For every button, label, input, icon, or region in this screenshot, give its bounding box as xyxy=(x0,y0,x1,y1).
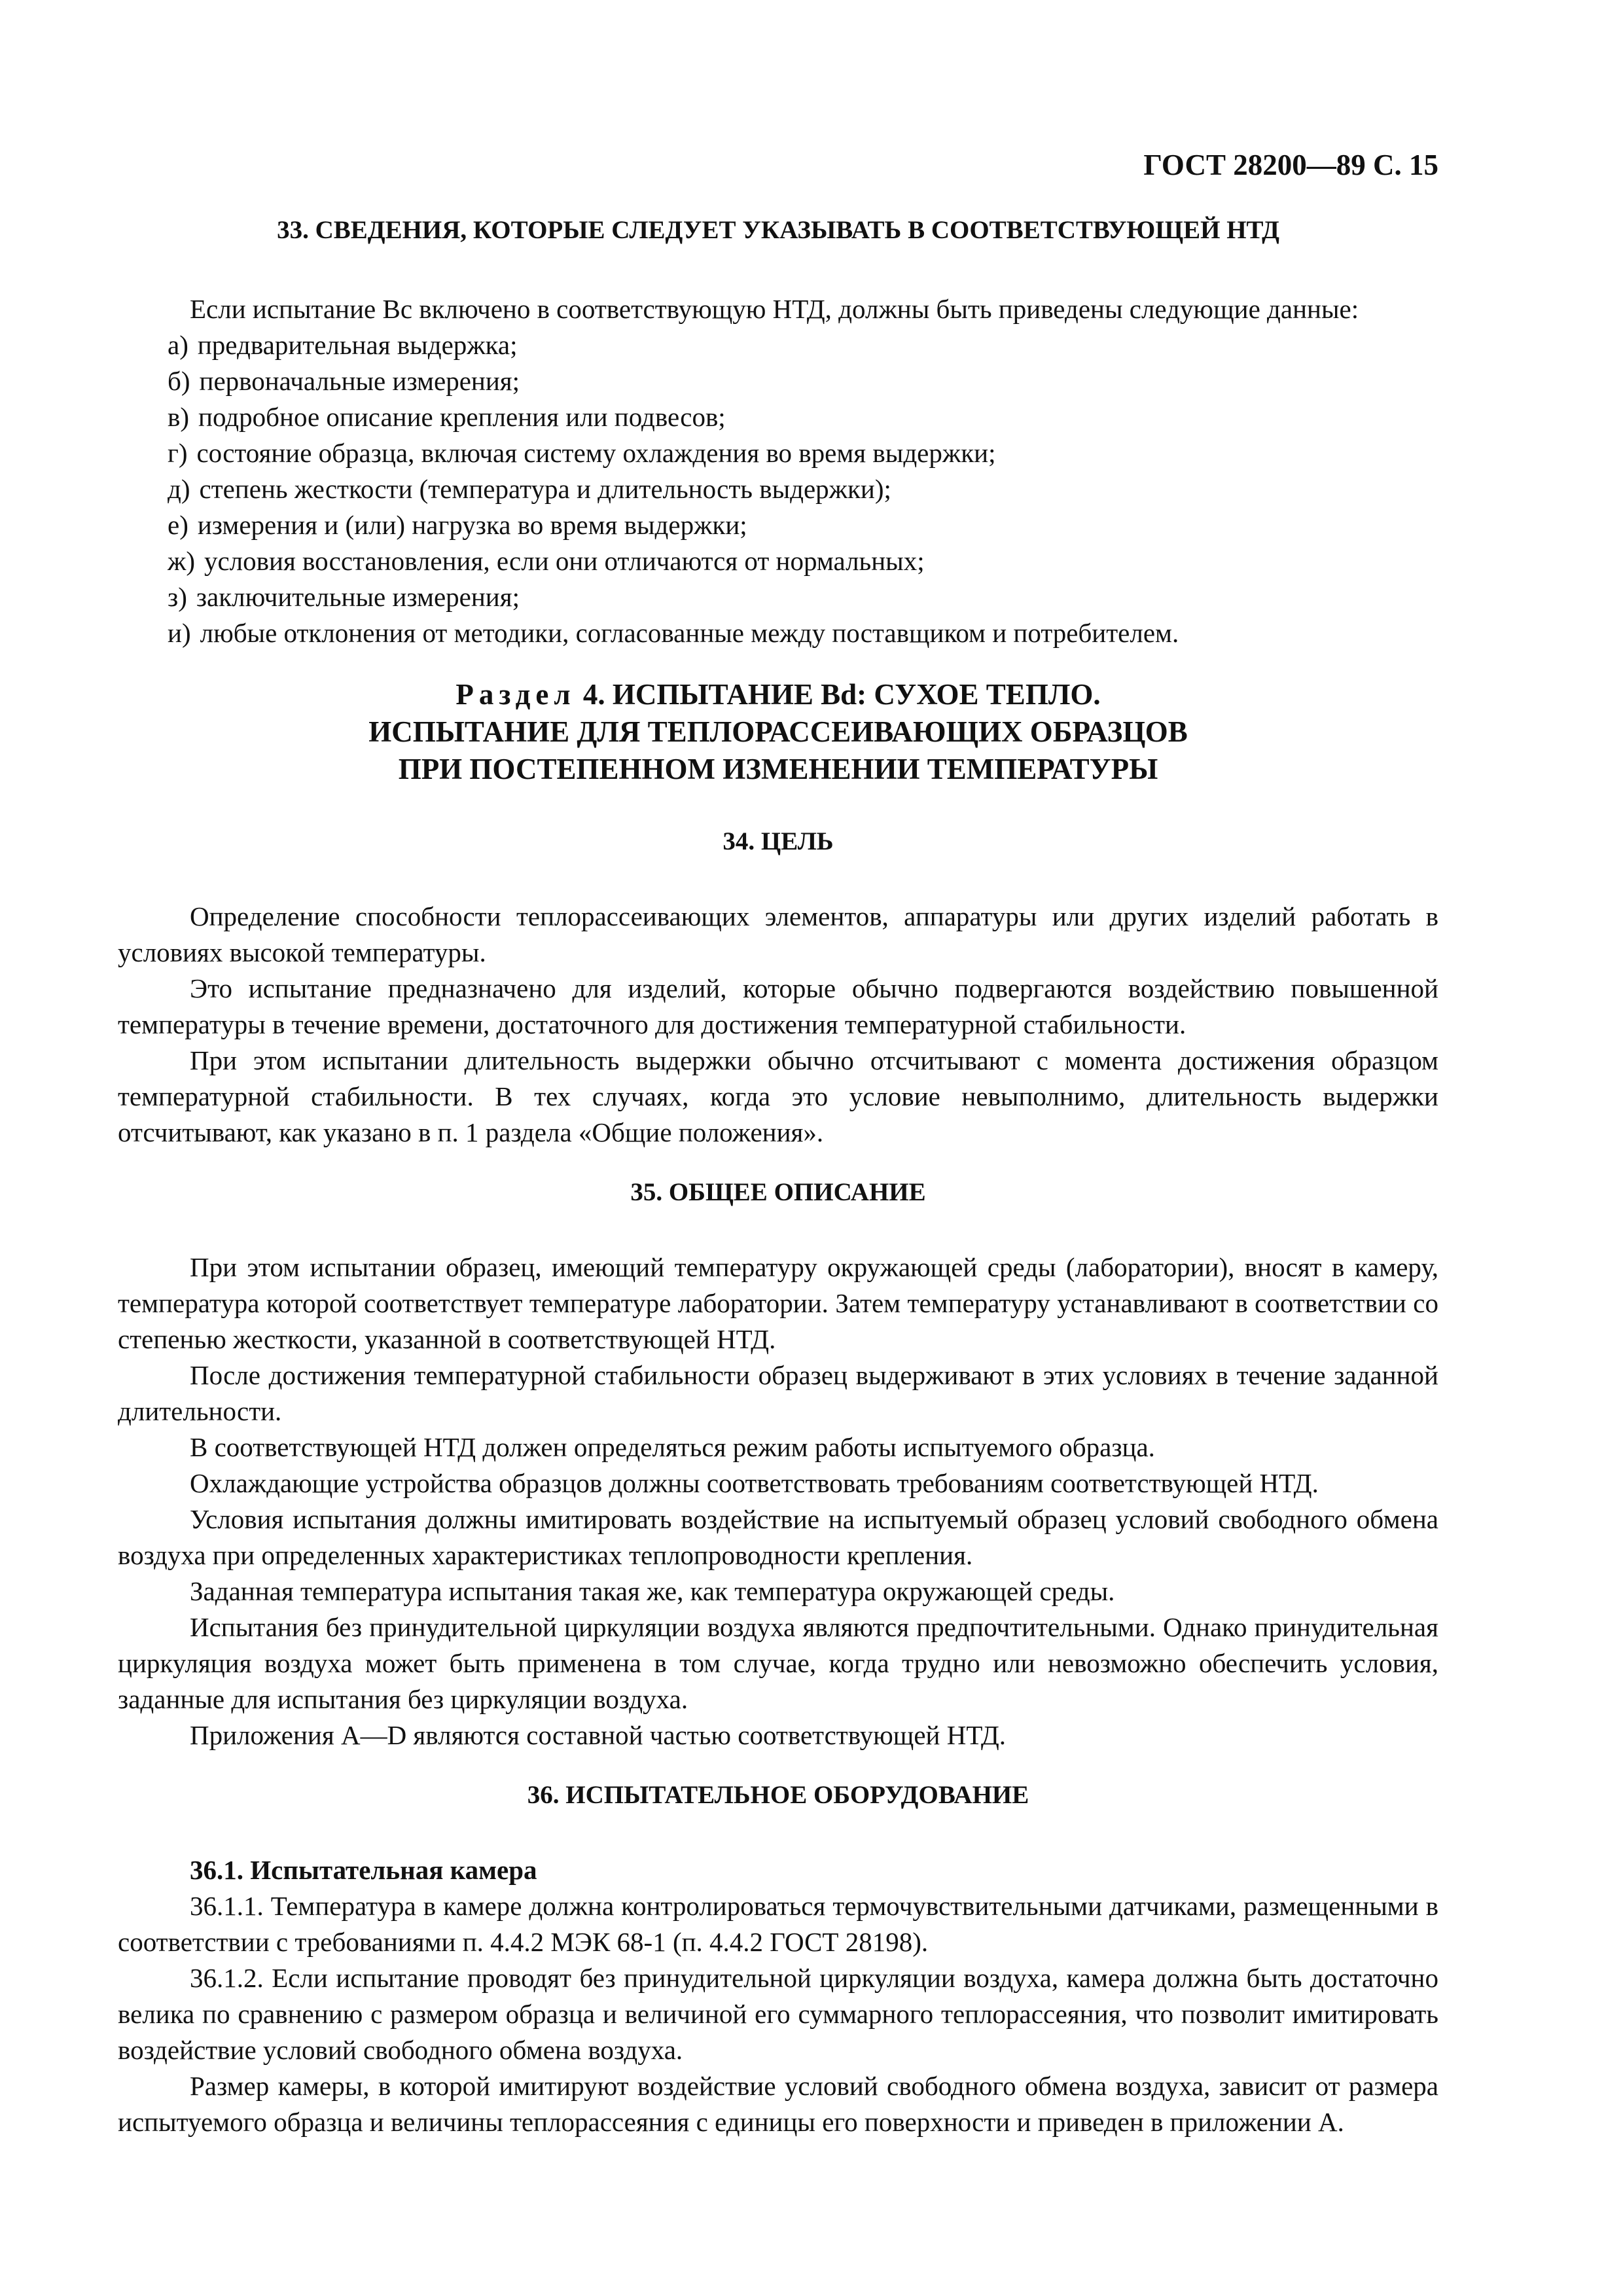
list-item xyxy=(168,435,1438,471)
part-4-line-1 xyxy=(118,676,1438,713)
list-item-mark: ж) xyxy=(168,546,195,576)
paragraph: Это испытание предназначено для изделий, которые обычно подвергаются воздействию повышенной температуры в течение времени, достаточного для достижения температурной стабильности. xyxy=(118,973,1438,1039)
list-item xyxy=(168,327,1438,363)
list-item-mark: и) xyxy=(168,618,191,648)
part-4-line-3: ПРИ ПОСТЕПЕННОМ ИЗМЕНЕНИИ ТЕМПЕРАТУРЫ xyxy=(398,753,1158,785)
list-item-mark: з) xyxy=(168,582,187,612)
paragraph: Размер камеры, в которой имитируют воздействие условий свободного обмена воздуха, зависит от размера испытуемого образца и величины теплорассеяния с единицы его поверхности и приведен в приложении А. xyxy=(118,2071,1438,2137)
list-item-text: предварительная выдержка; xyxy=(197,330,518,360)
section-33-intro: Если испытание Вс включено в соответствующую НТД, должны быть приведены следующие данные: xyxy=(190,294,1359,324)
section-33-list xyxy=(118,327,1438,651)
part-4-line-2: ИСПЫТАНИЕ ДЛЯ ТЕПЛОРАССЕИВАЮЩИХ ОБРАЗЦОВ xyxy=(368,715,1188,748)
list-item xyxy=(168,363,1438,399)
paragraph: При этом испытании длительность выдержки обычно отсчитывают с момента достижения образцом температурной стабильности. В тех случаях, когда это условие невыполнимо, длительность выдержки отсчитывают, как указано в п. 1 раздела «Общие положения». xyxy=(118,1045,1438,1147)
section-36-title: 36. ИСПЫТАТЕЛЬНОЕ ОБОРУДОВАНИЕ xyxy=(527,1781,1029,1809)
section-33-title: 33. СВЕДЕНИЯ, КОТОРЫЕ СЛЕДУЕТ УКАЗЫВАТЬ В СООТВЕТСТВУЮЩЕЙ НТД xyxy=(277,216,1279,244)
list-item-text: любые отклонения от методики, согласованные между поставщиком и потребителем. xyxy=(200,618,1179,648)
paragraph: Испытания без принудительной циркуляции воздуха являются предпочтительными. Однако принудительная циркуляция воздуха может быть применена в том случае, когда трудно или невозможно обеспечить условия, заданные для испытания без циркуляции воздуха. xyxy=(118,1612,1438,1714)
list-item-text: степень жесткости (температура и длительность выдержки); xyxy=(199,474,891,504)
paragraph: Заданная температура испытания такая же, как температура окружающей среды. xyxy=(190,1576,1115,1606)
list-item xyxy=(168,543,1438,579)
list-item-mark: б) xyxy=(168,366,190,396)
list-item-text: состояние образца, включая систему охлаждения во время выдержки; xyxy=(196,438,996,468)
list-item xyxy=(168,579,1438,615)
list-item xyxy=(168,399,1438,435)
list-item-mark: е) xyxy=(168,510,188,540)
page-header: ГОСТ 28200—89 С. 15 xyxy=(1143,149,1438,181)
paragraph: Определение способности теплорассеивающих элементов, аппаратуры или других изделий работать в условиях высокой температуры. xyxy=(118,901,1438,967)
list-item-mark: д) xyxy=(168,474,190,504)
list-item-text: условия восстановления, если они отличаются от нормальных; xyxy=(204,546,925,576)
list-item-mark: а) xyxy=(168,330,188,360)
list-item-text: первоначальные измерения; xyxy=(199,366,520,396)
section-35-title: 35. ОБЩЕЕ ОПИСАНИЕ xyxy=(630,1178,926,1206)
list-item-text: подробное описание крепления или подвесов; xyxy=(198,402,726,432)
list-item xyxy=(168,471,1438,507)
list-item xyxy=(168,615,1438,651)
list-item-mark: в) xyxy=(168,402,190,432)
paragraph: После достижения температурной стабильности образец выдерживают в этих условиях в течение заданной длительности. xyxy=(118,1360,1438,1426)
section-34-title: 34. ЦЕЛЬ xyxy=(722,827,834,855)
paragraph: 36.1.1. Температура в камере должна контролироваться термочувствительными датчиками, размещенными в соответствии с требованиями п. 4.4.2 МЭК 68-1 (п. 4.4.2 ГОСТ 28198). xyxy=(118,1891,1438,1957)
paragraph: При этом испытании образец, имеющий температуру окружающей среды (лаборатории), вносят в камеру, температура которой соответствует температуре лаборатории. Затем температуру устанавливают в соответствии со степенью жесткости, указанной в соответствующей НТД. xyxy=(118,1252,1438,1354)
list-item-mark: г) xyxy=(168,438,188,468)
paragraph: Охлаждающие устройства образцов должны соответствовать требованиям соответствующей НТД. xyxy=(190,1468,1319,1498)
paragraph: Условия испытания должны имитировать воздействие на испытуемый образец условий свободного обмена воздуха при определенных характеристиках теплопроводности крепления. xyxy=(118,1504,1438,1570)
list-item-text: заключительные измерения; xyxy=(196,582,520,612)
paragraph: Приложения A—D являются составной частью соответствующей НТД. xyxy=(190,1720,1007,1750)
part-4-heading xyxy=(118,676,1438,788)
list-item-text: измерения и (или) нагрузка во время выдержки; xyxy=(197,510,747,540)
paragraph: 36.1.2. Если испытание проводят без принудительной циркуляции воздуха, камера должна быть достаточно велика по сравнению с размером образца и величиной его суммарного теплорассеяния, что позволит имитировать воздействие условий свободного обмена воздуха. xyxy=(118,1963,1438,2065)
paragraph: В соответствующей НТД должен определяться режим работы испытуемого образца. xyxy=(190,1432,1155,1462)
list-item xyxy=(168,507,1438,543)
page-content xyxy=(118,145,1438,2140)
part-4-title: 4. ИСПЫТАНИЕ Bd: СУХОЕ ТЕПЛО. xyxy=(582,678,1101,711)
subsection-36-1-title: 36.1. Испытательная камера xyxy=(190,1855,537,1885)
part-4-prefix: Раздел xyxy=(455,678,576,711)
